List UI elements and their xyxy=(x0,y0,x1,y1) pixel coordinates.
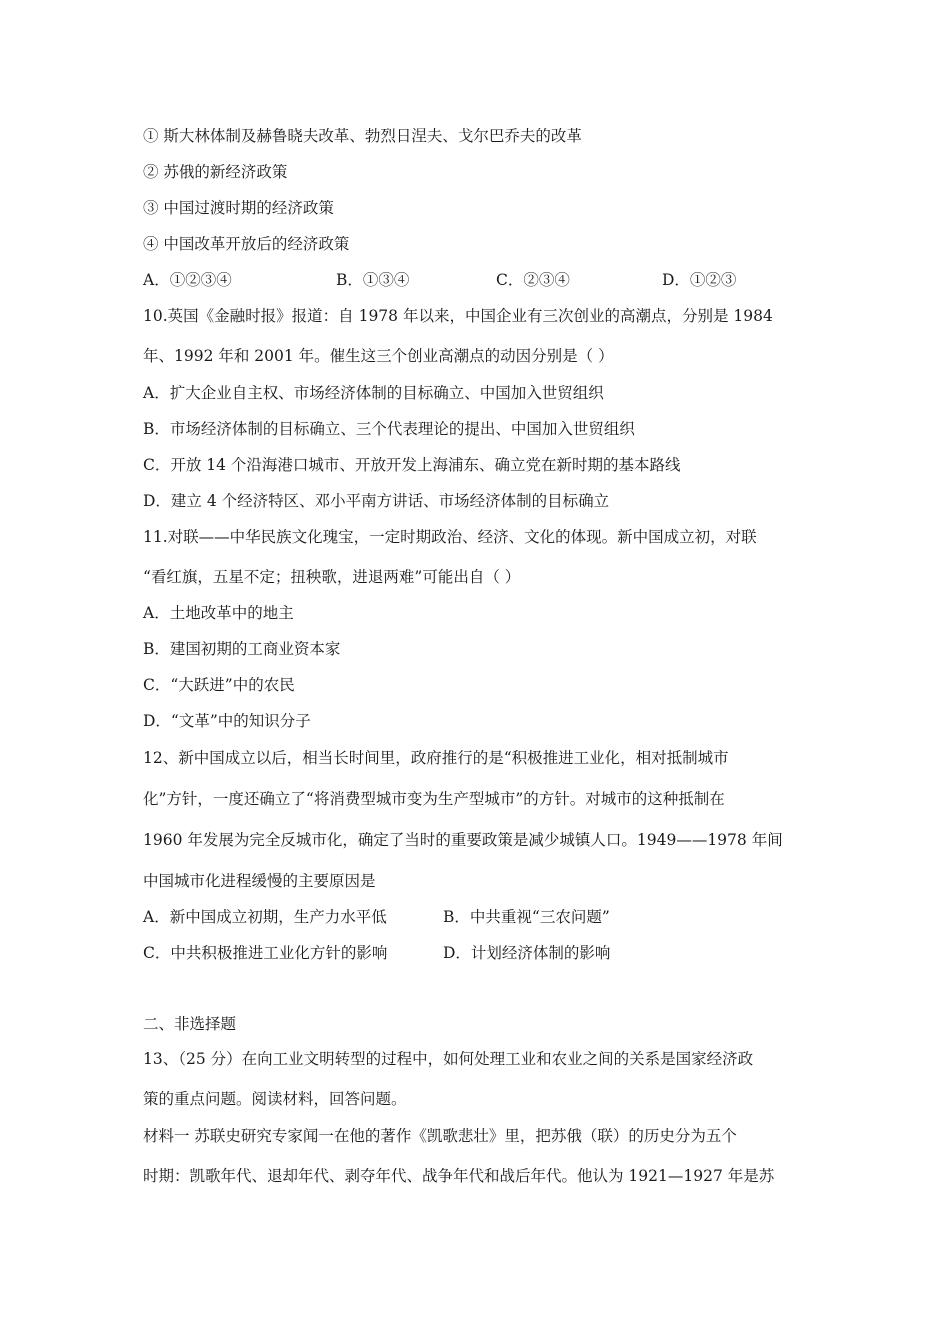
q9-option-b: B．①③④ xyxy=(336,271,410,289)
q11-option-d: D．“文革”中的知识分子 xyxy=(143,712,311,730)
q13-stem-line-1: 13、（25 分）在向工业文明转型的过程中，如何处理工业和农业之间的关系是国家经济政 xyxy=(143,1050,754,1068)
q11-option-a: A．土地改革中的地主 xyxy=(143,604,294,622)
q11-option-c: C．“大跃进”中的农民 xyxy=(143,676,295,694)
q13-material-line-2: 时期：凯歌年代、退却年代、剥夺年代、战争年代和战后年代。他认为 1921—1927 年是苏 xyxy=(143,1167,775,1185)
q10-option-b: B．市场经济体制的目标确立、三个代表理论的提出、中国加入世贸组织 xyxy=(143,420,635,438)
q11-stem-line-2: “看红旗，五星不定；扭秧歌，进退两难”可能出自（ ） xyxy=(143,568,521,586)
q9-option-c: C．②③④ xyxy=(496,271,570,289)
q9-option-a: A．①②③④ xyxy=(143,271,232,289)
q12-stem-line-4: 中国城市化进程缓慢的主要原因是 xyxy=(143,872,376,890)
q10-option-d: D．建立 4 个经济特区、邓小平南方讲话、市场经济体制的目标确立 xyxy=(143,492,610,510)
q9-item-1: ① 斯大林体制及赫鲁晓夫改革、勃烈日涅夫、戈尔巴乔夫的改革 xyxy=(143,127,582,145)
q9-item-3: ③ 中国过渡时期的经济政策 xyxy=(143,199,334,217)
section-title: 二、非选择题 xyxy=(143,1015,237,1033)
q12-option-c: C．中共积极推进工业化方针的影响 xyxy=(143,944,388,962)
q12-option-b: B．中共重视“三农问题” xyxy=(443,908,610,926)
q11-option-b: B．建国初期的工商业资本家 xyxy=(143,640,341,658)
q12-option-a: A．新中国成立初期，生产力水平低 xyxy=(143,908,387,926)
q12-stem-line-1: 12、新中国成立以后，相当长时间里，政府推行的是“积极推进工业化，相对抵制城市 xyxy=(143,749,729,767)
q13-material-line-1: 材料一 苏联史研究专家闻一在他的著作《凯歌悲壮》里，把苏俄（联）的历史分为五个 xyxy=(143,1127,737,1145)
q10-stem-line-1: 10.英国《金融时报》报道：自 1978 年以来，中国企业有三次创业的高潮点，分别是 1984 xyxy=(143,307,773,325)
q12-option-d: D．计划经济体制的影响 xyxy=(443,944,611,962)
q10-stem-line-2: 年、1992 年和 2001 年。催生这三个创业高潮点的动因分别是（ ） xyxy=(143,347,614,365)
q9-item-2: ② 苏俄的新经济政策 xyxy=(143,163,288,181)
q10-option-a: A．扩大企业自主权、市场经济体制的目标确立、中国加入世贸组织 xyxy=(143,384,604,402)
q9-option-d: D．①②③ xyxy=(662,271,737,289)
q13-stem-line-2: 策的重点问题。阅读材料，回答问题。 xyxy=(143,1090,407,1108)
q10-option-c: C．开放 14 个沿海港口城市、开放开发上海浦东、确立党在新时期的基本路线 xyxy=(143,456,681,474)
q12-stem-line-2: 化”方针，一度还确立了“将消费型城市变为生产型城市”的方针。对城市的这种抵制在 xyxy=(143,790,725,808)
q12-stem-line-3: 1960 年发展为完全反城市化，确定了当时的重要政策是减少城镇人口。1949——1978 年间 xyxy=(143,831,783,849)
q11-stem-line-1: 11.对联——中华民族文化瑰宝，一定时期政治、经济、文化的体现。新中国成立初，对联 xyxy=(143,528,757,546)
q9-item-4: ④ 中国改革开放后的经济政策 xyxy=(143,235,350,253)
